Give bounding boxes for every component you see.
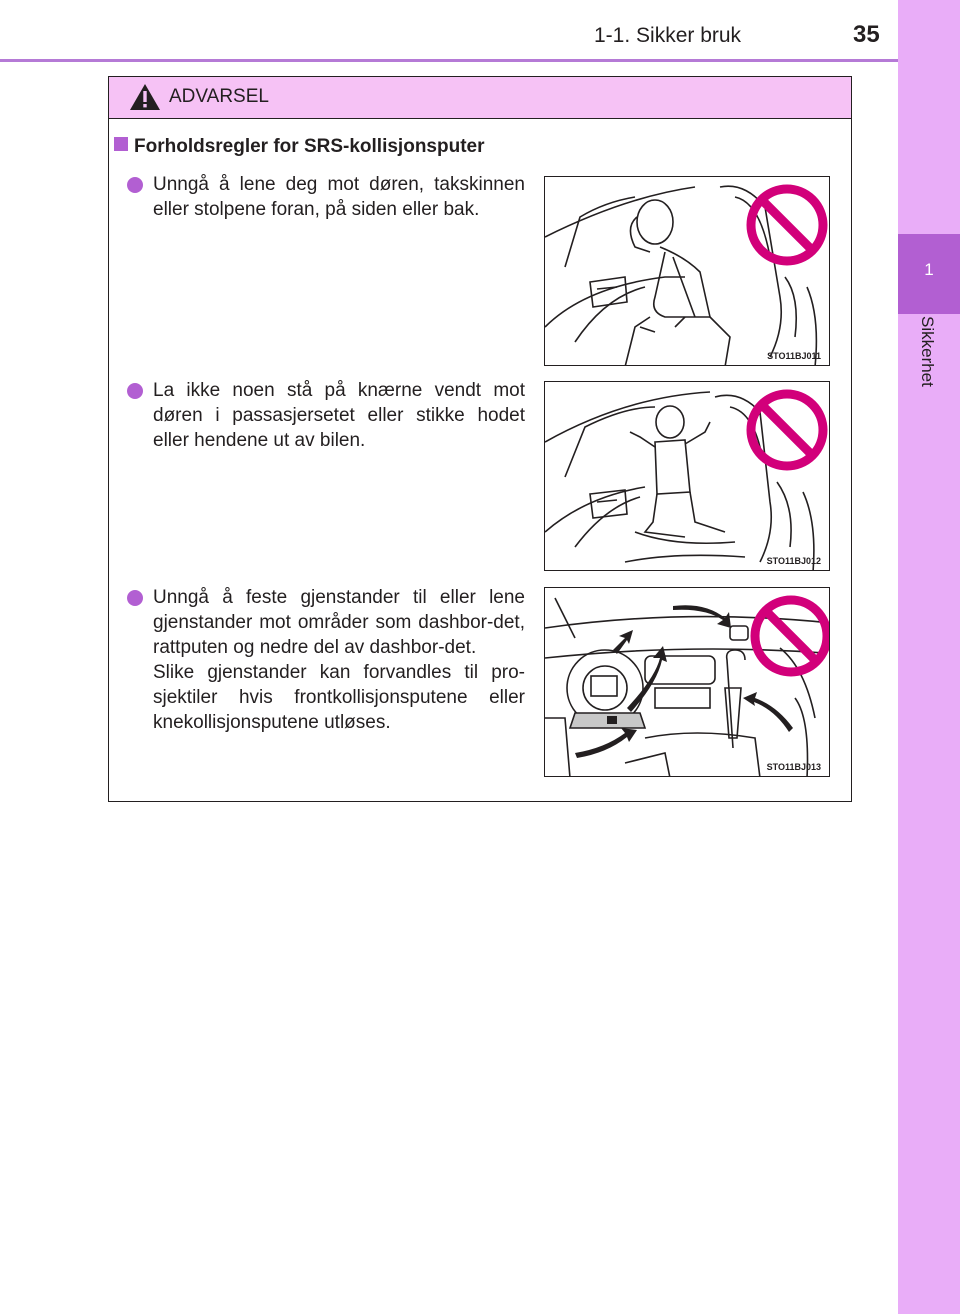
figure-code: STO11BJ013 — [766, 762, 821, 772]
bullet-icon — [127, 590, 143, 606]
prohibited-icon — [545, 382, 830, 571]
warning-label: ADVARSEL — [169, 86, 269, 107]
bullet-icon — [127, 383, 143, 399]
warning-triangle-icon — [129, 83, 161, 111]
warning-item — [127, 585, 525, 735]
figure-code: STO11BJ011 — [767, 351, 821, 361]
side-tab — [898, 0, 960, 1314]
header-rule — [0, 59, 898, 62]
illustration-leaning-door — [544, 176, 830, 366]
chapter-label: Sikkerhet — [918, 316, 937, 387]
chapter-number: 1 — [924, 260, 934, 279]
warning-item — [127, 378, 525, 453]
warning-box — [108, 76, 852, 802]
chapter-label-container — [897, 316, 959, 436]
section-title — [114, 136, 485, 158]
figure-code: STO11BJ012 — [766, 556, 821, 566]
warning-item-text: La ikke noen stå på knærne vendt mot døren i passasjersetet eller stikke hodet eller hendene ut av bilen. — [153, 380, 525, 451]
square-bullet-icon — [114, 137, 128, 151]
illustration-dashboard-objects — [544, 587, 830, 777]
header-title: 1-1. Sikker bruk — [594, 24, 742, 47]
warning-item-text: Unngå å lene deg mot døren, takskinnen eller stolpene foran, på siden eller bak. — [153, 174, 525, 220]
prohibited-icon — [545, 177, 830, 366]
illustration-kneeling-seat — [544, 381, 830, 571]
page-number: 35 — [853, 21, 880, 48]
bullet-icon — [127, 177, 143, 193]
chapter-tab[interactable] — [898, 234, 960, 314]
warning-header — [109, 77, 851, 119]
warning-item — [127, 172, 525, 222]
prohibited-icon — [545, 588, 830, 777]
warning-item-text: Unngå å feste gjenstander til eller lene gjenstander mot områder som dashbor-det, rattputen og nedre del av dashbor-det. — [153, 587, 525, 658]
section-title-text: Forholdsregler for SRS-kollisjonsputer — [134, 136, 485, 157]
warning-item-text-continued: Slike gjenstander kan forvandles til pro-sjektiler hvis frontkollisjonsputene eller knekollisjonsputene utløses. — [153, 662, 525, 733]
